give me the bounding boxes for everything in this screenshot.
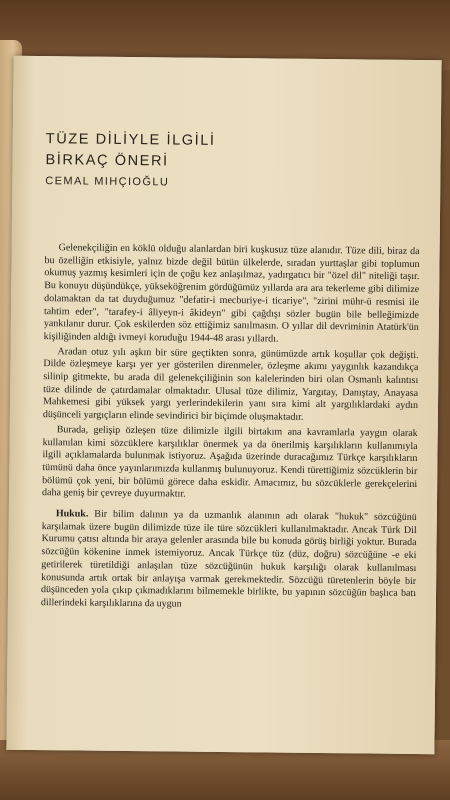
hukuk-heading: Hukuk. [55,508,89,520]
article-title [45,129,345,174]
title-line-2: BİRKAÇ ÖNERİ [45,152,169,170]
article-body [41,242,420,616]
author-name: CEMAL MIHÇIOĞLU [45,175,170,189]
paragraph-3: Burada, gelişip özleşen tüze dilimizle ilgili birtakım ana kavramlarla yaygın olarak kullanılan kimi sözcüklere karşılıklar önermek ya da önerilmiş karşılıkların kullanımıyla ilgili açıklamalarda bulunmak istiyoruz. Aşağıda üzerinde duracağımız Türkçe karşılıkların tümünü daha önce yayınlarımızda kullanmış bulunuyoruz. Kendi türettiğimiz sözcüklerin bir bölümü çok yeni, bir bölümü görece daha eskidir. Amacımız, bu sözcüklerle gerekçelerini daha geniş bir çevreye duyurmaktır. [42,424,418,500]
hukuk-text: Bir bilim dalının ya da uzmanlık alanının adı olarak "hukuk" sözcüğünü karşılamak üzere bugün dilimizde tüze ile türe sözcükleri kullanılmaktadır. Ancak Türk Dil Kurumu çatısı altında bir araya gelenler arasında bile bu konuda görüş birliği yoktur. Burada sözcüğün kökenine inmek istemiyoruz. Ancak Türkçe tüz (düz, doğru) sözcüğüne -e eki getirilerek türetildiği anlaşılan tüze sözcüğünün hukuk karşılığı olarak kullanılması konusunda artık ortak bir anlayışa varmak gerekmektedir. Sözcüğü türetenlerin böyle bir düşünceden yola çıkıp çıkmadıklarını bilmemekle birlikte, bu yapının sözcüğün başlıca batı dillerindeki karşılıklarına da uygun [40,508,417,610]
paragraph-2: Aradan otuz yılı aşkın bir süre geçtikten sonra, günümüzde artık koşullar çok değişti. Dilde özleşmeye karşı yer yer gösterilen direnmeler, özleşme akımı yaygınlık kazandıkça silinip gitmekte, bu arada dil gelenekçiliğinin son kalelerinden biri olan Osmanlı kalıntısı tüze dilinde de çatırdamalar olmaktadır. Ulusal tüze dilimiz, Yargıtay, Danıştay, Anayasa Mahkemesi gibi yüksek yargı yerlerindekilerin yanı sıra kimi alt yargılıklardaki aydın düşünceli yargıçların elinde sevindirici bir biçimde oluşmaktadır. [42,345,419,423]
book-page [6,56,441,754]
paragraph-1: Gelenekçiliğin en köklü olduğu alanlardan biri kuşkusuz tüze alanıdır. Tüze dili, biraz da bu özelliğin etkisiyle, yalnız bizde değil bütün ülkelerde, sıradan yurttaşlar gibi toplumun okumuş yazmış kesimleri için de çoğu kez anlaşılmaz, yadırgatıcı bir "özel dil" niteliği taşır. Bu konuyu düşündükçe, yükseköğrenim gördüğümüz yıllarda ara ara tekerleme gibi dilimize dolamaktan da tat duyduğumuz "defatir-i mecburiye-i ticariye", "zirini mühr-ü resmisi ile tahtim eder", "tarafey-i âliyeyn-i âkideyn" gibi çağdışı sözler bugün bile belleğimizde yankılanır durur. Çok eskilerden söz ettiğimiz sanılmasın. O yıllar dil devriminin Atatürk'ün kişiliğinden aldığı ivmeyi koruduğu 1944-48 arası yıllardı. [43,242,420,345]
paragraph-hukuk [41,508,417,614]
title-line-1: TÜZE DİLİYLE İLGİLİ [45,131,216,149]
